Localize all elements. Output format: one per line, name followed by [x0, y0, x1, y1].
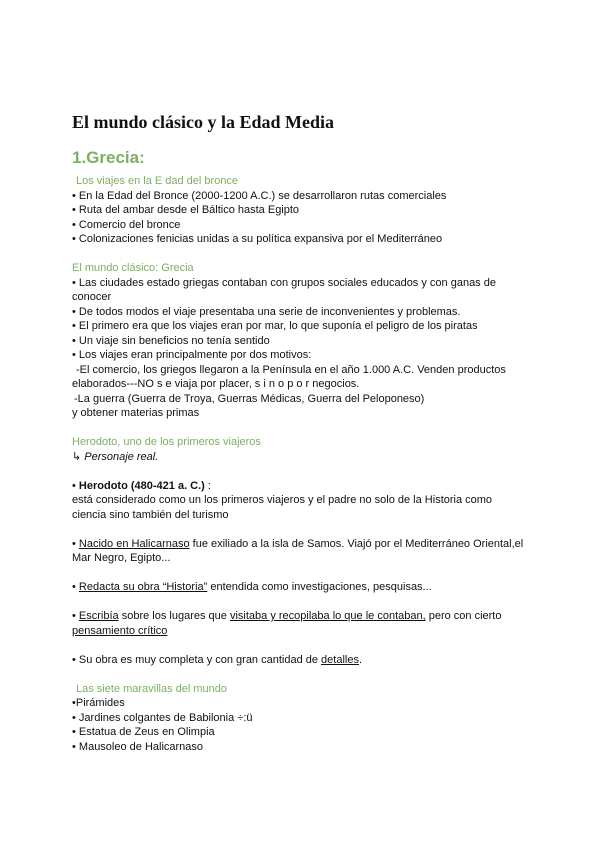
- herodoto-name: Herodoto (480-421 a. C.): [78, 479, 205, 492]
- spacer: [72, 421, 532, 436]
- herodoto-point-4: [72, 653, 532, 668]
- underlined-text: detalles: [321, 653, 359, 666]
- spacer: [72, 247, 532, 262]
- paragraph-line: conocer: [72, 291, 112, 303]
- spacer: [72, 522, 532, 537]
- list-item: • Comercio del bronce: [72, 218, 181, 231]
- document-title: El mundo clásico y la Edad Media: [72, 112, 335, 132]
- paragraph-line: • Un viaje sin beneficios no tenía sentido: [72, 334, 270, 347]
- bullet: •: [72, 537, 79, 550]
- personaje-text: Personaje real.: [84, 450, 159, 463]
- colon: :: [204, 479, 211, 492]
- arrow-icon: ↳: [72, 450, 82, 463]
- underlined-text: visitaba y recopilaba lo que le contaban,: [229, 610, 426, 622]
- list-item: •Pirámides: [72, 697, 125, 709]
- underlined-text: Redacta su obra “Historia”: [78, 581, 208, 593]
- list-item: • En la Edad del Bronce (2000-1200 A.C.) se desarrollaron rutas comerciales: [72, 189, 447, 202]
- herodoto-point-2: [72, 580, 532, 595]
- text-span: entendida como investigaciones, pesquisas...: [207, 581, 432, 593]
- text-span: pero con cierto: [425, 610, 502, 622]
- paragraph-line: y obtener materias primas: [72, 407, 200, 419]
- document-content: [72, 110, 532, 754]
- text-span: sobre los lugares que: [118, 610, 230, 622]
- list-item: • Mausoleo de Halicarnaso: [72, 740, 204, 753]
- paragraph-line: [72, 624, 532, 639]
- bullet: •: [72, 581, 79, 593]
- paragraph-line: • Las ciudades estado griegas contaban con grupos sociales educados y con ganas de: [72, 276, 496, 289]
- paragraph-line: Mar Negro, Egipto...: [72, 552, 171, 564]
- list-item: • Estatua de Zeus en Olimpia: [72, 726, 215, 738]
- subtitle-classic-world: El mundo clásico: Grecia: [72, 262, 194, 274]
- spacer: [72, 464, 532, 479]
- paragraph-line: • El primero era que los viajes eran por mar, lo que suponía el peligro de los piratas: [72, 320, 478, 332]
- paragraph-line: -El comercio, los griegos llegaron a la Península en el año 1.000 A.C. Venden productos: [76, 363, 506, 376]
- spacer: [72, 566, 532, 581]
- subtitle-bronze-age: Los viajes en la E dad del bronce: [76, 175, 239, 187]
- text-span: .: [358, 653, 363, 666]
- paragraph-line: • Los viajes eran principalmente por dos motivos:: [72, 349, 312, 361]
- paragraph-line: elaborados---NO s e viaja por placer, s i n o p o r negocios.: [72, 378, 360, 390]
- list-item: • Colonizaciones fenicias unidas a su política expansiva por el Mediterráneo: [72, 233, 443, 245]
- list-item: • Ruta del ambar desde el Báltico hasta Egipto: [72, 204, 300, 216]
- text-span: fue exiliado a la isla de Samos. Viajó por el Mediterráneo Oriental,el: [189, 537, 524, 550]
- subtitle-herodoto: Herodoto, uno de los primeros viajeros: [72, 436, 261, 448]
- underlined-text: Nacido en Halicarnaso: [78, 537, 190, 550]
- herodoto-point-3: [72, 609, 532, 624]
- paragraph-line: • De todos modos el viaje presentaba una serie de inconvenientes y problemas.: [72, 305, 461, 318]
- herodoto-point-1: [72, 537, 532, 552]
- paragraph-line: está considerado como un los primeros viajeros y el padre no solo de la Historia como: [72, 494, 493, 506]
- personaje-line: [72, 450, 532, 465]
- paragraph-line: -La guerra (Guerra de Troya, Guerras Médicas, Guerra del Peloponeso): [74, 392, 425, 405]
- spacer: [72, 638, 532, 653]
- spacer: [72, 595, 532, 610]
- underlined-text: Escribía: [78, 610, 119, 622]
- subtitle-seven-wonders: Las siete maravillas del mundo: [76, 682, 228, 695]
- underlined-text: pensamiento crítico: [72, 624, 168, 637]
- text-span: • Su obra es muy completa y con gran cantidad de: [72, 653, 322, 666]
- section-heading-grecia: 1.Grecia:: [72, 148, 145, 167]
- bullet: •: [72, 610, 79, 622]
- spacer: [72, 667, 532, 682]
- herodoto-name-line: [72, 479, 532, 494]
- paragraph-line: ciencia sino también del turismo: [72, 508, 229, 521]
- list-item: • Jardines colgantes de Babilonia ÷:ü: [72, 711, 253, 724]
- bullet: •: [72, 479, 76, 492]
